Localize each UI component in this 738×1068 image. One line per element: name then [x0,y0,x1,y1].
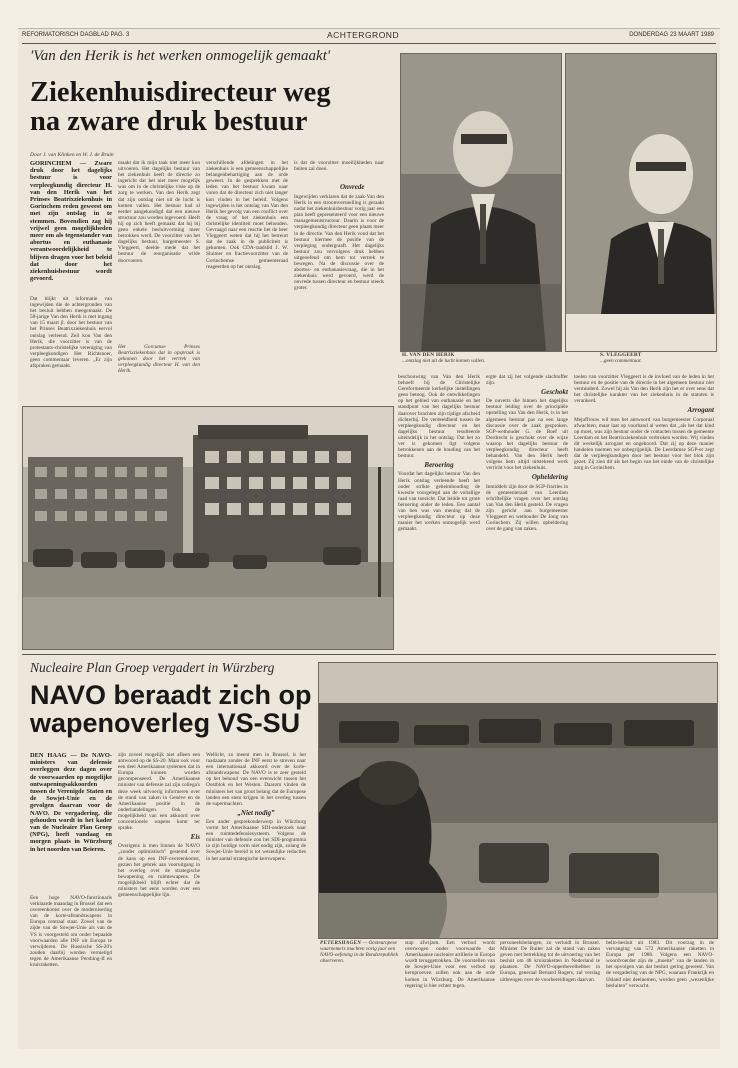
article2-col2-text: zijn zoveel mogelijk niet afleen een antwoord op de SS-20. Maar ook voor een deel Amerikaanse systemen dat in Europa kunnen worden gecompenseerd. De Amerikaanse minister van defensie zal zijn collega's deze week uitvoerig informeren over de stand van zaken in Genève en de Amerikaanse positie in de onderhandelingen. Ook de mogelijkheid van een akkoord over conventionele wapens komt ter sprake. [118,752,200,832]
article2-col2-text2: Overigens is men binnen de NAVO „zonder optimistisch” gestemd over de kans op een INF-overeenkomst, gezien het gebrek aan vooruitgang in het overleg over de strategische bewapening en ruimtewapens. De mogelijkheid blijft echter dat de ministers het eens worden over een gemeenschappelijke lijn. [118,843,200,899]
header-date: DONDERDAG 23 MAART 1989 [629,32,714,38]
portrait-vleggeert-image [566,54,716,351]
article-divider [22,654,716,655]
article2-col4-body: stap afwijzen. Een verbod wordt overwogen onder voorwaarde dat Amerikaanse nucleaire artillerie in Europa wordt teruggetrokken. De voorstellen van de Sowjet-Unie voor een verbod op kernproeven zullen ook aan de orde komen in Würzburg. De Amerikaanse regering is hier echter tegen. [405,940,495,989]
article2-lead: DEN HAAG — De NAVO-ministers van defensie overleggen deze dagen over de voorwaarden op mogelijke ontwapeningsakkoorden tussen de Verenigde Staten en de Sowjet-Unie en de gevolgen daarvan voor de NAVO. De vergadering, die gehouden wordt in het kader van de Nucleaire Plan Groep (NPG), heeft vandaag en morgen plaats in Würzburg in het noorden van Beieren. [30,752,112,853]
portrait-van-den-herik-image [401,54,561,351]
header-left: REFORMATORISCH DAGBLAD PAG. 3 [22,32,130,38]
article2-col2 [118,752,200,1030]
photo-van-den-herik-caption-quote: ...ontslag niet uit de lucht komen vallen. [402,358,485,364]
article1-col2-note: Het Gorcumse Prinses Beatrixziekenhuis dat in opspraak is gekomen door het vertrek van verpleegkundig directeur H. van den Herik. [118,344,200,375]
article1-subhead-geschokt: Geschokt [541,388,568,397]
photo-vleggeert [565,53,717,352]
header-section: ACHTERGROND [327,30,400,40]
article1-col6-text2: De ouverts die binnen het dagelijks bestuur leiding over de principiële opstelling van Van den Herik, is in het algemeen bestuur pas na een lange discussie over de zaak gesproken. SGP-wethouder G. de Boef uit Dordrecht is geschokt over de wijze waarop het dagelijks bestuur de verpleegkundig directeur heeft behandeld. Van den Herik heeft volgens hem altijd uitstekend werk verricht voor het ziekenhuis. [486,398,568,472]
article1-subhead-opheldering: Opheldering [531,473,568,482]
nato-exercise-image [319,663,717,938]
article1-col4-top: is dat de voorzitter moeilijkheden naar buiten zal doen. [294,160,384,173]
article2-col6-body: bello-besluit uit 1983. Dit voorzag in de vervanging van 572 Amerikaanse raketten in Europa per 1988. Volgens een NAVO-woordvoerder zijn de „moeite” van de landen in het opvolgen van dat besluit gering geweest. Van de vergadering van de NPG, waaraan Frankrijk en IJsland niet deelnemen, worden geen „wezenlijke besluiten” verwacht. [606,940,714,989]
article1-col1-body: Dat blijkt uit informatie van ingewijden die de achtergronden van het besluit hebben meegemaakt. De 58-jarige Van den Herik is met ingang van 15 maart jl. door het bestuur van het Prinses Beatrixziekenhuis eervol ontslag verleend. Zeil kon Van den Herik, die voorzitter is van de protestants-christelijke vereniging van verpleegkundigen Het Richtsnoer, geen commentaar leveren. „Er zijn afspraken gemaakt. [30,296,112,370]
photo-nato-exercise-caption [320,940,400,980]
photo-vleggeert-caption-quote: ...geen commentaar. [600,358,642,364]
article1-col6 [486,374,568,644]
article1-col7-text: toelen van voorzitter Vleggeert is de invloed van de leden in het bestuur en de positie van de directie in het algemeen bestuur niet verminderd. Zowel hij als Van den Herik zijn het er over eens dat het christelijke karakter van het ziekenhuis in de statuten is verankerd. [574,374,714,405]
header-rule [22,43,716,44]
article1-col7-text2: Mejuffrouw wil men het antwoord van burgemeester Corporaal afwachten, maar laat op voorhand al weten dat „als het dat kind op moet, was zijn bestuur onder de contacten tussen de gemeente Leerdam en het Beatrixziekenhuis verbroken worden. Wij vinden dit werkelijk arrogant en ongehoord. Dat zij op deze manier handelen noemen we onbegrijpelijk. De Leerdamse SGP-er zegt dat de verpleegkundigen door het bestuur voor het blok zijn gezet. Zij zien dit als het begin van het einde van de christelijke zorg in Gorinchem. [574,416,714,472]
article1-kicker: 'Van den Herik is het werken onmogelijk gemaakt' [30,48,331,64]
article1-headline [30,78,400,136]
page-header [22,30,716,42]
photo-nato-caption-text: — Oosteuropese waarnemers machten vorig jaar een NAVO-oefening in de Bondsrepubliek observeren. [320,940,398,964]
article2-subhead-niet-nodig: „Niet nodig” [237,808,275,817]
photo-nato-caption-place: PETERSHAGEN [320,940,362,946]
photo-hospital [22,406,394,650]
article1-subhead-arrogant: Arrogant [687,406,714,415]
article1-col5-text: beschouwing van Van den Herik behoeft bij de Christelijke Gereformeerde kerkelijke instellingen geen betoog. Ook de ontwikkelingen op het gebied van euthanasie en het standpunt van het dagelijks bestuur daarover brachten zijn tijdige afscheid dichterbij. De verdeeldheid tussen de verpleegkundig directeur en het dagelijks bestuur resulteerde uiteindelijk in het ontslag. Dat het zo ver is gekomen ligt volgens betrokkenen aan de houding van het bestuur. [398,374,480,460]
article2-subhead-eis: Eis [190,833,200,842]
article1-headline-line2: na zware druk bestuur [30,106,308,138]
article2-col1-body: Een hoge NAVO-functionaris verklaarde maandag in Brussel dat een overeenkomst over de modernisering van de korte-afstandswapens in Europa centraal staat. Zowel van de zijde van de Sowjet-Unie als van de VS is voorgesteld om onder bepaalde voorwaarden alle INF uit Europa te verwijderen. De Russische SS-20's zouden daarbij worden vernietigd tegen de Amerikaanse Pershing-II en kruisraketten. [30,895,112,969]
article2-col3-text: Wellicht, zo meent men in Brussel, is het raadzaam zonder de INF eerst te streven naar een internationaal akkoord over de korte-afstandswapens. De NAVO is te zeer gesteld op het behoud van een evenwicht tussen het Oostblok en het Westen. Daarom vinden de ministers het van groot belang dat de Europese landen een stem krijgen in het overleg tussen de supermachten. [206,752,306,807]
article1-lead: GORINCHEM — Zware druk door het dagelijks bestuur is voor verpleegkundig directeur H. van den Herik van het Prinses Beatrixziekenhuis in Gorinchem reden geweest om met zijn ontslag in te stemmen. Bovendien zag hij vrijwel geen mogelijkheden meer om als tegenstander van abortus en euthanasie verantwoordelijkheid te blijven dragen voor het beleid dat door het ziekenhuisbestuur wordt gevoerd. [30,160,112,283]
photo-van-den-herik-caption-name: H. VAN DEN HERIK [402,352,455,358]
article1-col6-text3: Inmiddels zijn door de SGP-fracties in de gemeenteraad van Leerdam schriftelijke vragen over het ontslag van Van den Herik gesteld. De vragen zijn gericht aan burgemeester Vleggeert en wethouder De Jong van Gorinchem. Zij willen opheldering over de gang van zaken. [486,483,568,533]
article1-subhead-onvrede: Onvrede [340,183,365,191]
article1-headline-line1: Ziekenhuisdirecteur weg [30,77,331,108]
article1-col3-body: verschillende afdelingen in het ziekenhuis is een gemeenschappelijke belangenbehartiging aan de orde geweest. In de gesprekken met de leden van het bestuur kwam naar voren dat de directeur zich niet langer kon vinden in het beleid. Volgens ingewijden is het ontslag van Van den Herik het gevolg van een conflict over de vraag of het ziekenhuis een christelijke identiteit moet behouden. Gevraagd naar een reactie liet de heer Vleggeert weten dat hij het betreurt dat de zaak in de publiciteit is gekomen. Ook CDA-raadslid J. W. Sluimer en fractievoorzitter van de Gorinchemse gemeenteraad reageerden op het ontslag. [206,160,288,270]
photo-vleggeert-caption-name: S. VLEGGEERT [600,352,642,358]
article1-subhead-beroering: Beroering [424,461,454,470]
article2-headline-line2: wapenoverleg VS-SU [30,707,301,738]
article2-kicker: Nucleaire Plan Groep vergadert in Würzberg [30,660,275,675]
photo-van-den-herik-caption [402,352,558,372]
article1-col5-body-full [398,374,480,644]
article1-col5-text2: Voordat het dagelijks bestuur Van den Herik ontslag verleende heeft het onder strikte geheimhouding de kwestie voorgelegd aan de voltallige raad van toezicht. Dat leidde tot grote beroering onder de leden. Een aantal van hen was van mening dat de verpleegkundig directeur op deze manier het werken onmogelijk werd gemaakt. [398,471,480,533]
article1-col6-text: ergte dat zij het volgende slachtoffer zijn. [486,374,568,387]
hospital-building-image [23,407,393,649]
article2-col3b-filler [318,982,400,1030]
article1-col7 [574,374,714,644]
photo-nato-exercise [318,662,718,939]
photo-vleggeert-caption [600,352,715,372]
article2-headline [30,682,320,737]
article1-col4-body: Ingewijden verklaren dat de zaak-Van den Herik in een stroomversnelling is geraakt nadat het ziekenhuisbestuur vorig jaar een plan heeft gepresenteerd voor een nieuwe managementstructuur. Daarin is voor de verpleegkundig directeur geen plaats meer in de directie. Van den Herik vond dat het bestuur hiermee de positie van de verpleging ondergraaft. Het dagelijks bestuur zou vervolgens druk hebben uitgeoefend om hem tot vertrek te bewegen. Na de discussie over de abortus- en euthanasievraag, die in het ziekenhuis werd gevoerd, werd de onvrede tussen directeur en bestuur steeds groter. [294,194,384,292]
article1-byline: Door J. van Klinken en W. J. de Bruin [30,152,114,158]
article2-col3-text2: Een ander gesprekonderwerp in Würzburg vormt het Amerikaanse SDI-onderzoek naar een ruimtedefensiesysteem. Volgens de minister van defensie zou het SDI-programma in zijn huidige vorm niet nodig zijn, zolang de Sowjet-Unie bereid is tot wezenlijke reducties in het aantal strategische kernwapens. [206,818,306,862]
article2-headline-line1: NAVO beraadt zich op [30,680,312,710]
article2-col3 [206,752,306,1030]
article2-col5-body: personeelsbelangen, zo verluidt in Brussel. Minister De Ruiter zal de stand van zaken geven met betrekking tot de uitvoering van het besluit om 48 kruisraketten in Nederland te plaatsen. De NAVO-opperbevelhebber in Europa, generaal Bernard Rogers, zal verslag uitbrengen over de voorbereidingen daarvan. [500,940,600,983]
article1-col2-body: maakt dat ik mijn taak niet meer kon uitvoeren. Het dagelijks bestuur van het ziekenhuis heeft de directie zo ingericht dat het niet meer mogelijk was om in de christelijke visie op de zorg te werken. Van den Herik zegt dat zijn ontslag niet uit de lucht is komen vallen. Het bestuur had al eerder aangekondigd dat een nieuwe structuur zou worden ingevoerd. Heeft hij op zich heeft gemaakt dat hij bij geen enkele besluitvorming meer betrokken werd. De voorzitter van het dagelijks bestuur, burgemeester S. Vleggeert, deelde mede dat het bestuur de reorganisatie wilde doorvoeren. [118,160,200,264]
photo-van-den-herik [400,53,562,352]
